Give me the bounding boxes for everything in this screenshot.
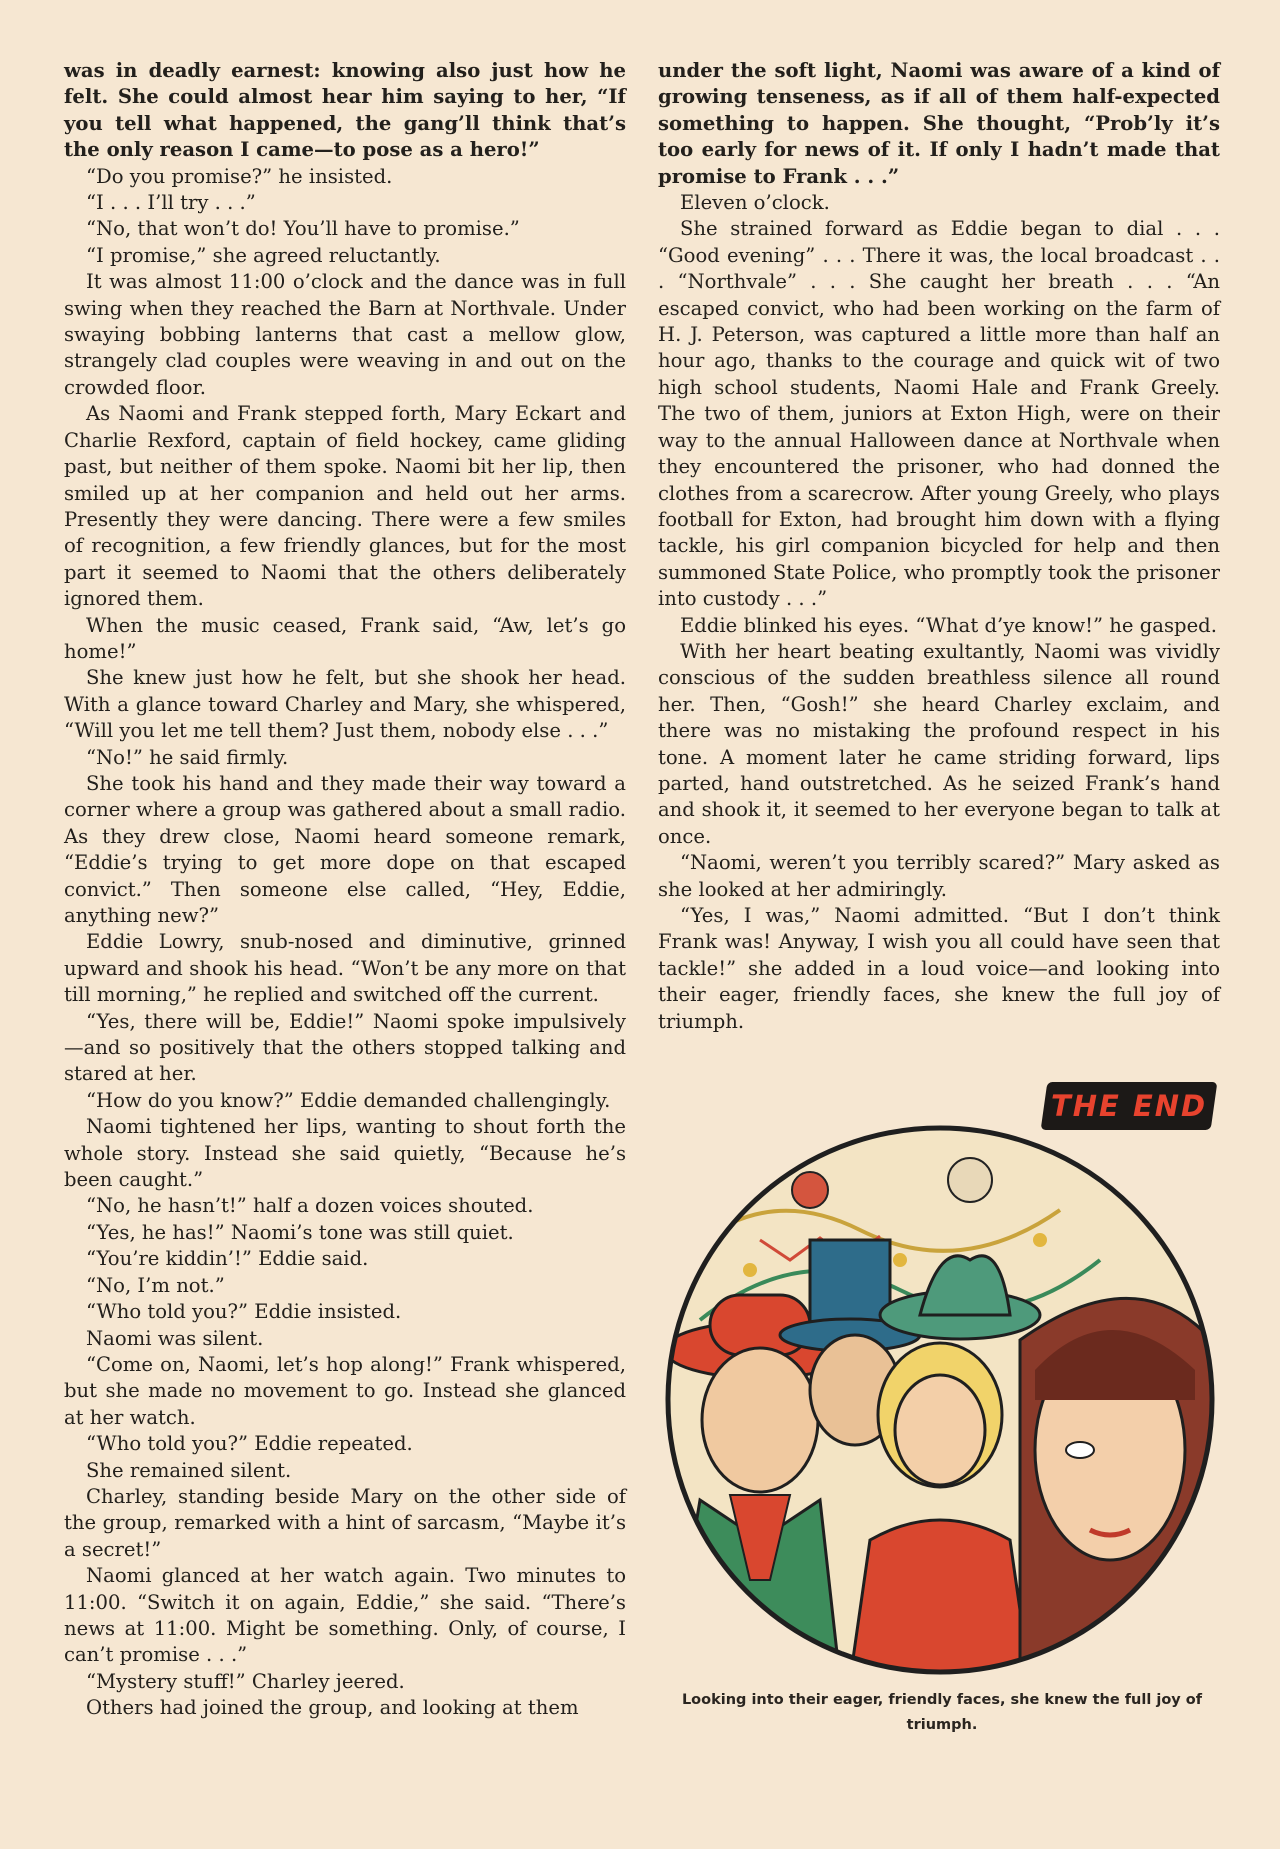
left-first-paragraph: was in deadly earnest: knowing also just how he felt. She could almost hear him saying to her, “If you tell what happened, the gang’ll think that’s the only reason I came—to pose as a hero!” [64,59,626,162]
paragraph: “No!” he said firmly. [86,745,289,769]
paragraph: “No, he hasn’t!” half a dozen voices shouted. [86,1194,534,1218]
paragraph: She took his hand and they made their way toward a corner where a group was gathered about a small radio. As they drew close, Naomi heard someone remark, “Eddie’s trying to get more dope on that escaped convict.” Then someone else called, “Hey, Eddie, anything new?” [64,771,626,927]
paragraph: Naomi tightened her lips, wanting to shout forth the whole story. Instead she said quietly, “Because he’s been caught.” [64,1115,626,1192]
paragraph: Naomi glanced at her watch again. Two minutes to 11:00. “Switch it on again, Eddie,” she said. “There’s news at 11:00. Might be something. Only, of course, I can’t promise . . .” [64,1564,626,1667]
paragraph: She strained forward as Eddie began to dial . . . “Good evening” . . . There it was, the local broadcast . . . “Northvale” . . . She caught her breath . . . “An escaped convict, who had been working on the farm of H. J. Peterson, was captured a little more than half an hour ago, thanks to the courage and quick wit of two high school students, Naomi Hale and Frank Greely. The two of them, juniors at Exton High, were on their way to the annual Halloween dance at Northvale when they encountered the prisoner, who had donned the clothes from a scarecrow. After young Greely, who plays football for Exton, had brought him down with a flying tackle, his girl companion bicycled for help and then summoned State Police, who promptly took the prisoner into custody . . .” [658,217,1220,611]
paragraph: “Who told you?” Eddie insisted. [86,1300,402,1324]
paragraph: “Yes, there will be, Eddie!” Naomi spoke impulsively—and so positively that the others stopped talking and stared at her. [64,1009,626,1086]
paragraph: “Who told you?” Eddie repeated. [86,1432,413,1456]
paragraph: “Do you promise?” he insisted. [86,164,393,188]
paragraph: “How do you know?” Eddie demanded challengingly. [86,1088,611,1112]
paragraph: As Naomi and Frank stepped forth, Mary Eckart and Charlie Rexford, captain of field hockey, came gliding past, but neither of them spoke. Naomi bit her lip, then smiled up at her companion and held out her arms. Presently they were dancing. There were a few smiles of recognition, a few friendly glances, but for the most part it seemed to Naomi that the others deliberately ignored them. [64,402,626,611]
paragraph: With her heart beating exultantly, Naomi was vividly conscious of the sudden breathless silence all round her. Then, “Gosh!” she heard Charley exclaim, and there was no mistaking the profound respect in his tone. A moment later he came striding forward, lips parted, hand outstretched. As he seized Frank’s hand and shook it, it seemed to her everyone began to talk at once. [658,639,1220,848]
paragraph: Naomi was silent. [86,1326,264,1350]
paragraph: She knew just how he felt, but she shook her head. With a glance toward Charley and Mary, she whispered, “Will you let me tell them? Just them, nobody else . . .” [64,666,626,743]
paragraph: Eddie Lowry, snub-nosed and diminutive, grinned upward and shook his head. “Won’t be any more on that till morning,” he replied and switched off the current. [64,930,626,1007]
paragraph: “Yes, he has!” Naomi’s tone was still quiet. [86,1220,514,1244]
paragraph: Others had joined the group, and looking at them [86,1696,579,1720]
left-paragraphs [64,164,626,1722]
the-end-label: THE END [1050,1089,1208,1123]
paragraph: “Come on, Naomi, let’s hop along!” Frank whispered, but she made no movement to go. Instead she glanced at her watch. [64,1352,626,1429]
paragraph: Eleven o’clock. [680,191,830,215]
paragraph: “I promise,” she agreed reluctantly. [86,243,441,267]
paragraph: “Mystery stuff!” Charley jeered. [86,1669,405,1693]
paragraph: When the music ceased, Frank said, “Aw, let’s go home!” [64,613,626,663]
paragraph: Eddie blinked his eyes. “What d’ye know!” he gasped. [680,613,1217,637]
paragraph: Charley, standing beside Mary on the other side of the group, remarked with a hint of sarcasm, “Maybe it’s a secret!” [64,1484,626,1561]
illustration-caption: Looking into their eager, friendly faces, she knew the full joy of triumph. [681,1692,1203,1733]
left-text-column [64,58,626,1722]
paragraph: “You’re kiddin’!” Eddie said. [86,1247,369,1271]
paragraph: It was almost 11:00 o’clock and the dance was in full swing when they reached the Barn at Northvale. Under swaying bobbing lanterns that cast a mellow glow, strangely clad couples were weaving in and out on the crowded floor. [64,270,626,399]
right-first-paragraph: under the soft light, Naomi was aware of a kind of growing tenseness, as if all of them half-expected something to happen. She thought, “Prob’ly it’s too early for news of it. If only I hadn’t made that promise to Frank . . .” [658,59,1220,188]
paragraph: “I . . . I’ll try . . .” [86,191,256,215]
dance-illustration [640,1120,1240,1680]
paragraph: “Naomi, weren’t you terribly scared?” Mary asked as she looked at her admiringly. [658,851,1220,901]
right-paragraphs [658,190,1220,1035]
paragraph: “No, that won’t do! You’ll have to promise.” [86,217,520,241]
paragraph: She remained silent. [86,1458,292,1482]
paragraph: “No, I’m not.” [86,1273,225,1297]
paragraph: “Yes, I was,” Naomi admitted. “But I don’t think Frank was! Anyway, I wish you all could have seen that tackle!” she added in a loud voice—and looking into their eager, friendly faces, she knew the full joy of triumph. [658,904,1220,1033]
right-text-column [658,58,1220,1035]
